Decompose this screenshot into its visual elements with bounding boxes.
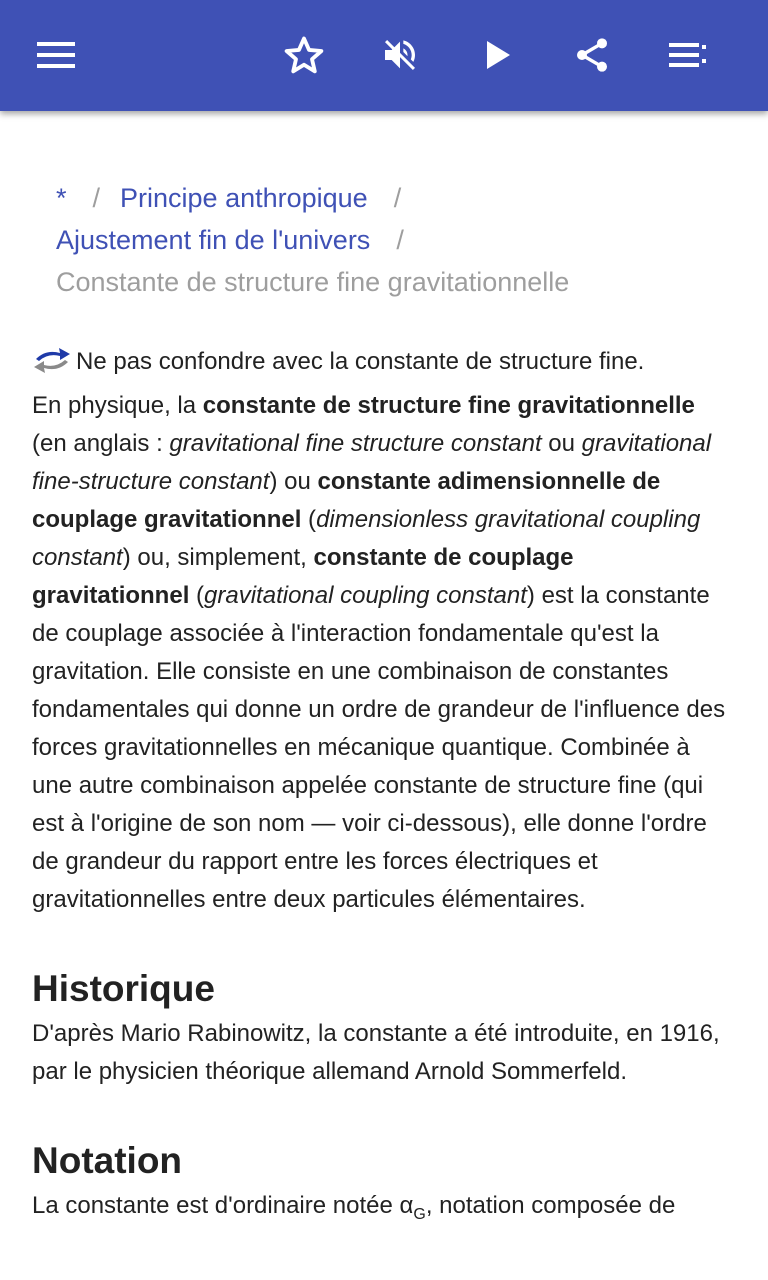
article-container [32,111,732,1234]
hatnote-text: Ne pas confondre avec la constante de structure fine. [76,348,645,375]
historique-paragraph: D'après Mario Rabinowitz, la constante a été introduite, en 1916, par le physicien théorique allemand Arnold Sommerfeld. [32,1020,720,1085]
notation-subscript: G [413,1205,426,1223]
breadcrumb-link-ajustement[interactable]: Ajustement fin de l'univers [56,225,371,255]
intro-text: ) ou, simplement, [122,544,314,571]
mute-button[interactable] [372,27,428,83]
breadcrumb-separator: / [92,183,101,213]
playlist-button[interactable] [660,27,716,83]
app-toolbar [0,0,768,111]
intro-text: ou [541,430,582,457]
play-icon [485,40,511,70]
breadcrumb-link-principe[interactable]: Principe anthropique [120,183,368,213]
intro-italic-term: gravitational coupling constant [204,582,527,609]
share-button[interactable] [564,27,620,83]
bookmark-button[interactable] [276,27,332,83]
star-outline-icon [283,35,325,75]
intro-paragraph [32,387,732,919]
playlist-icon [669,42,707,68]
breadcrumb-separator: / [396,225,404,255]
notation-paragraph [32,1187,732,1234]
intro-text: ( [301,506,317,533]
intro-bold-term: constante adimensionnelle de couplage gravitationnel [32,468,661,533]
intro-text: (en anglais : [32,430,170,457]
section-heading-notation: Notation [32,1140,183,1181]
intro-text: ) est la constante de couplage associée à l'interaction fondamentale qu'est la gravitation. Elle consiste en une combinaison de constantes fondamentales qui donne un ordre de grandeur de l'influence des forces gravitationnelles en mécanique quantique. Combinée à une autre combinaison appelée constante de structure fine (qui est à l'origine de son nom — voir ci-dessous), elle donne l'ordre de grandeur du rapport entre les forces électriques et gravitationnelles entre deux particules élémentaires. [32,582,726,913]
intro-text: ) ou [269,468,318,495]
breadcrumb-separator: / [393,183,402,213]
section-heading-historique: Historique [32,968,215,1009]
intro-text: En physique, la [32,392,203,419]
share-icon [572,35,612,75]
breadcrumb-current: Constante de structure fine gravitationnelle [56,267,570,297]
breadcrumb [56,177,732,303]
notation-text: La constante est d'ordinaire notée α [32,1192,414,1219]
intro-bold-term: constante de structure fine gravitationnelle [202,392,695,419]
intro-italic-term: gravitational fine structure constant [169,430,542,457]
hatnote [32,343,732,387]
volume-off-icon [380,35,420,75]
intro-italic-term: dimensionless gravitational coupling constant [32,506,701,571]
intro-text: ( [189,582,205,609]
disambiguation-swap-icon [32,345,72,387]
play-button[interactable] [470,27,526,83]
article-body [32,343,732,1234]
intro-italic-term: gravitational fine-structure constant [32,430,712,495]
intro-bold-term: constante de couplage gravitationnel [32,544,574,609]
notation-text: , notation composée de [425,1192,676,1219]
menu-button[interactable] [28,27,84,83]
hamburger-menu-icon [37,41,75,69]
breadcrumb-home-link[interactable]: * [56,183,67,213]
